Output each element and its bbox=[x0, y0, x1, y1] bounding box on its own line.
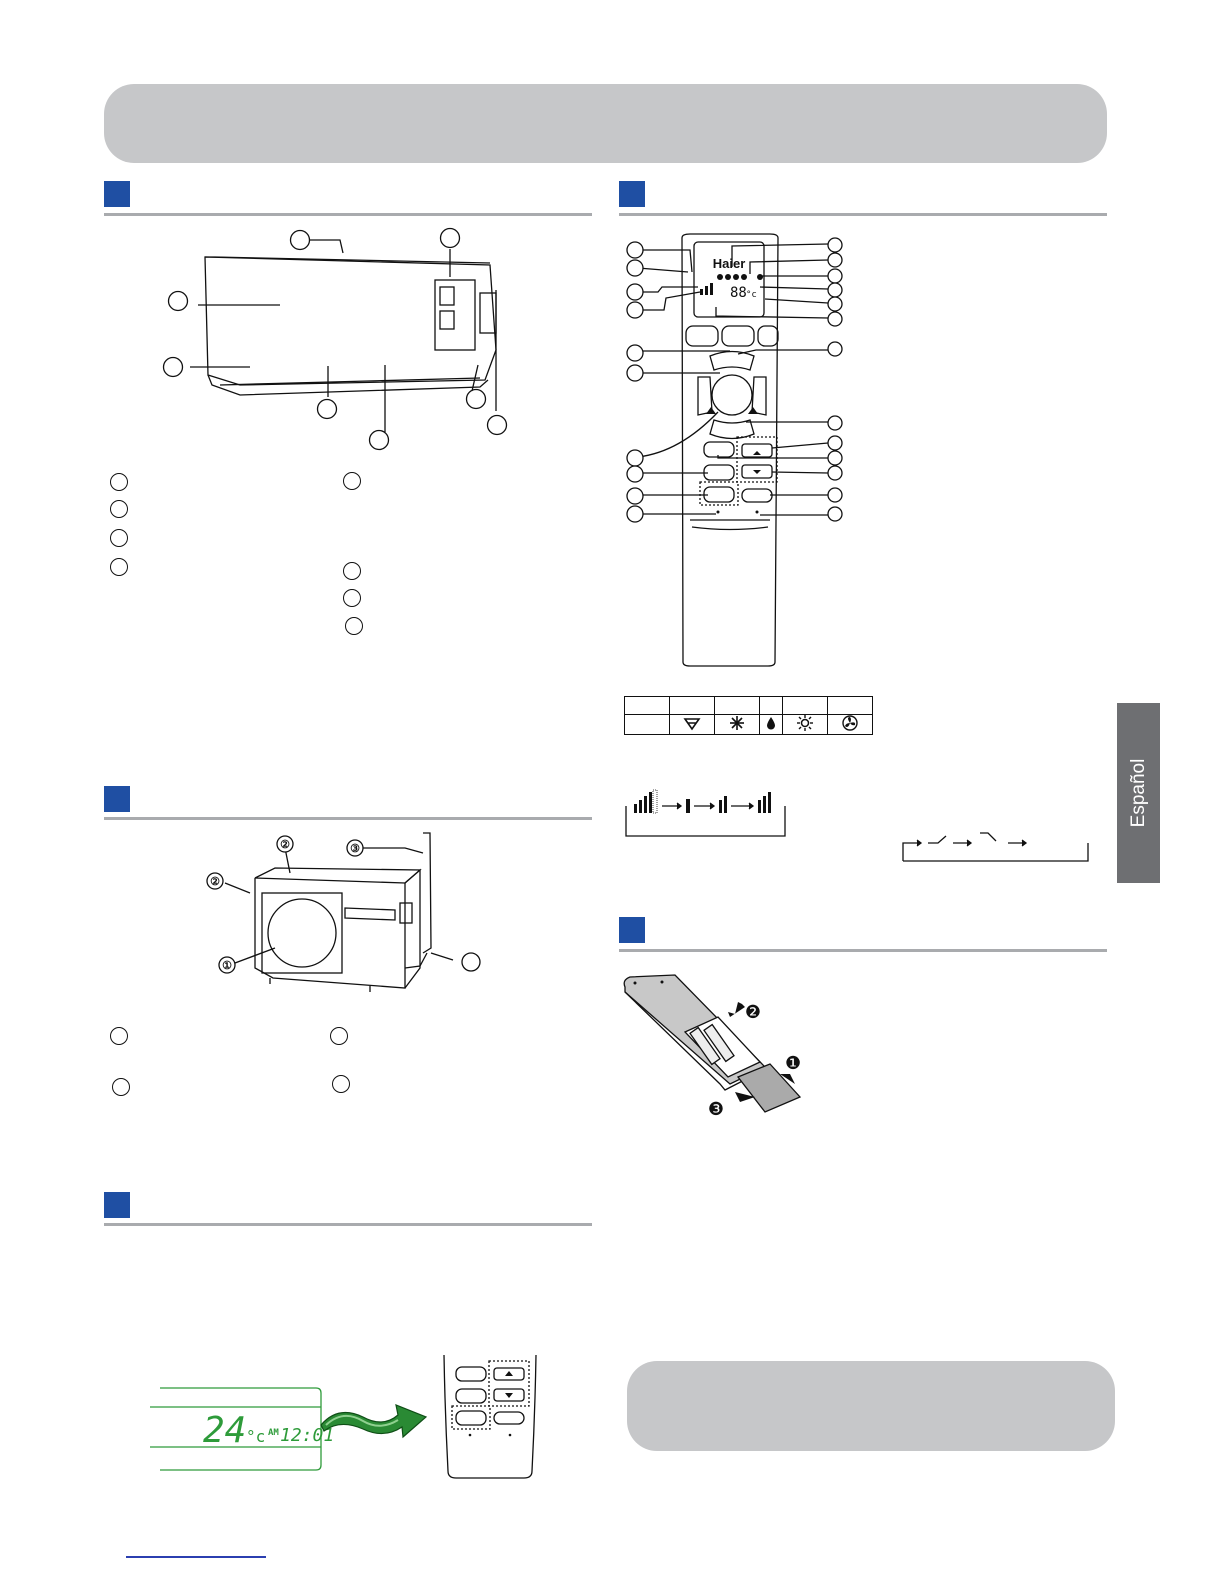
outdoor-callout-3: ③ bbox=[350, 843, 360, 855]
section-marker-display bbox=[104, 1192, 130, 1218]
remote-lcd-temp: 88 bbox=[730, 285, 747, 301]
section-marker-indoor bbox=[104, 181, 130, 207]
outdoor-unit-illustration bbox=[195, 828, 495, 1003]
remote-lcd-unit: °c bbox=[746, 290, 757, 300]
legend-marker bbox=[110, 500, 128, 518]
legend-marker bbox=[343, 562, 361, 580]
footer-link[interactable] bbox=[126, 1556, 266, 1558]
section-marker-batteries bbox=[619, 917, 645, 943]
green-arrow-icon bbox=[318, 1395, 428, 1445]
partial-remote-illustration bbox=[440, 1353, 540, 1481]
legend-marker bbox=[112, 1078, 130, 1096]
display-time: 12:01 bbox=[280, 1425, 335, 1446]
legend-marker bbox=[343, 589, 361, 607]
legend-marker bbox=[110, 1027, 128, 1045]
droplet-icon bbox=[760, 715, 783, 735]
battery-step-1: ❶ bbox=[784, 1053, 802, 1074]
legend-marker bbox=[343, 472, 361, 490]
outdoor-callout-0: ① bbox=[222, 960, 232, 972]
outdoor-callout-2: ② bbox=[210, 876, 220, 888]
display-temp: 24 bbox=[203, 1410, 247, 1451]
auto-mode-icon bbox=[670, 715, 715, 735]
indoor-unit-illustration bbox=[160, 225, 520, 450]
battery-illustration bbox=[620, 972, 820, 1127]
legend-marker bbox=[110, 473, 128, 491]
display-temp-unit: °c bbox=[246, 1427, 266, 1446]
sun-icon bbox=[783, 715, 828, 735]
legend-marker bbox=[330, 1027, 348, 1045]
temp-display-illustration bbox=[148, 1385, 335, 1475]
section-marker-remote bbox=[619, 181, 645, 207]
battery-step-3: ❸ bbox=[707, 1099, 725, 1120]
remote-control-illustration bbox=[620, 232, 850, 672]
language-tab-label: Español bbox=[1127, 758, 1149, 828]
section-marker-outdoor bbox=[104, 786, 130, 812]
mode-table bbox=[624, 696, 873, 735]
legend-marker bbox=[345, 617, 363, 635]
legend-marker bbox=[332, 1075, 350, 1093]
section-rule bbox=[619, 213, 1107, 216]
legend-marker bbox=[110, 529, 128, 547]
section-rule bbox=[104, 1223, 592, 1226]
fan-speed-cycle bbox=[622, 786, 792, 841]
display-ampm: AM bbox=[268, 1428, 279, 1438]
swing-cycle bbox=[900, 828, 1095, 864]
remote-brand: Haier bbox=[712, 256, 746, 271]
legend-marker bbox=[110, 558, 128, 576]
top-banner bbox=[104, 84, 1107, 163]
outdoor-callout-1: ② bbox=[280, 839, 290, 851]
section-rule bbox=[104, 213, 592, 216]
fan-icon bbox=[828, 715, 873, 735]
battery-step-2: ❷ bbox=[744, 1002, 762, 1023]
section-rule bbox=[619, 949, 1107, 952]
note-banner bbox=[627, 1361, 1115, 1451]
snowflake-icon bbox=[715, 715, 760, 735]
language-tab[interactable] bbox=[1117, 703, 1160, 883]
section-rule bbox=[104, 817, 592, 820]
